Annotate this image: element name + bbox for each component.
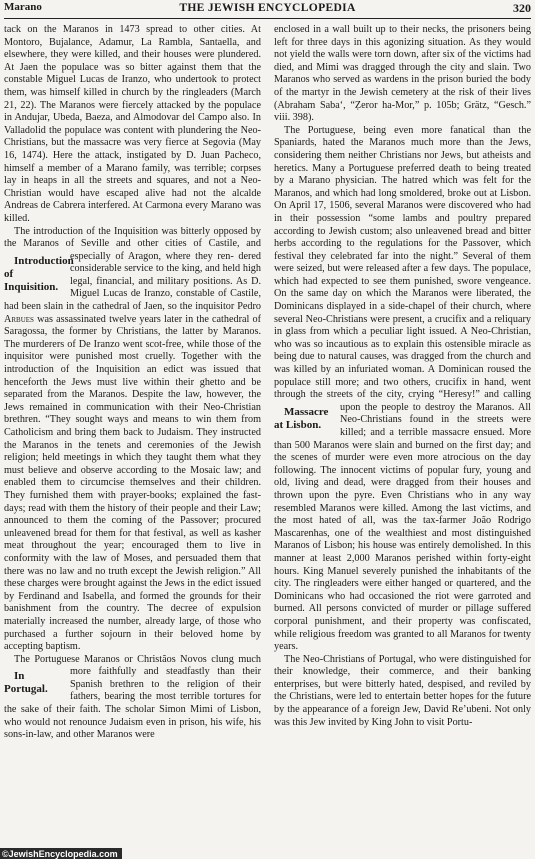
publication-title: THE JEWISH ENCYCLOPEDIA [179, 1, 356, 14]
paragraph [4, 654, 261, 742]
person-name: Arbues [4, 313, 34, 325]
paragraph-text: dered considerable service to the king, and held high legal, financial, and military positions. As D. Miguel Lucas de Iranzo, constable of Castile, had been slain in the cathedral of Jaen, so the inquisitor Pedro [4, 250, 261, 313]
paragraph: enclosed in a wall built up to their necks, the prisoners being left for three days in this agonizing situation. As they would not yield the walls were torn down, after six of the victims had died, and Mimi was dragged through the city and slain. Two Maranos who served as wardens in the prison buried the body of the martyr in the Jewish cemetery at the risk of their lives (Abraham Saba‘, “Ẓeror ha-Mor,” p. 105b; Grätz, “Gesch.” viii. 398). [274, 24, 531, 124]
paragraph-text: The Portuguese, being even more fanatical than the Spaniards, hated the Maranos much more than the Jews, considering them neither Christians nor Jews, but atheists and heretics. Many a Portuguese preferred death to being treated by a Marano physician. The hatred which was felt for the Maranos, and which had long smoldered, broke out at Lisbon. On April 17, 1506, several Maranos were discovered who had in their possession “some lambs and poultry prepared according to Jewish custom; also unleavened bread and bitter herbs according to the regulations for the Passover, which festival they celebrated far into the night.” Several of them were seized, but were released after a few days. The populace, which had expected to see them punished, swore vengeance. On the same day on which the Maranos were liberated, the Dominicans displayed in a side-chapel of their church, where several Neo-Christians were present, a crucifix and a reliquary in glass from which a peculiar light issued. A Neo-Christian, who was so incautious as to explain this ostensible miracle as being due to natural causes, was dragged from the church and was killed by an infuriated woman. A Dominican roused the populace still more; and two others, crucifix in hand, went through the streets of the city, crying “Heresy!” [274, 124, 531, 401]
right-column [274, 24, 531, 848]
paragraph [274, 125, 531, 654]
marginal-heading-massacre-at-lisbon: Massacre at Lisbon. [274, 405, 329, 431]
page-header [4, 1, 531, 15]
paragraph-text: and calling upon the people to destroy the Maranos. All Neo-Christians found in the streets were killed; and a terrible massacre ensued. More than 500 Maranos were slain and burned on the first day; and the scenes of murder were even more atrocious on the day following. The innocent victims of popular fury, young and old, living and dead, were dragged from their houses and thrown upon the pyre. Even Christians who in any way resembled Maranos were killed. Among the last victims, and the most hated of all, was the tax-farmer João Rodrigo Mascarenhas, one of the wealthiest and most distinguished Maranos of Lisbon; his house was entirely demolished. In this manner at least 2,000 Maranos perished within forty-eight hours. King Manuel severely punished the inhabitants of the city. The ringleaders were either hanged or quartered, and the Dominicans who had occasioned the riot were garroted and burned. All persons convicted of murder or pillage suffered corporal punishment, and their property was confiscated, while religious freedom was granted to all Maranos for twenty years. [274, 389, 531, 653]
paragraph-text: The Portuguese Maranos or Christãos Novos clung much more faithfully and steadfastly than their [14, 653, 261, 678]
paragraph-text: The introduction of the Inquisition was bitterly opposed by the Maranos of Seville and other cities of Castile, and especially of Aragon, where they ren- [4, 225, 261, 262]
paragraph: The Neo-Christians of Portugal, who were distinguished for their knowledge, their commerce, and their banking enterprises, but were bitterly hated, despised, and reviled by the Christians, were led to entertain better hopes for the future by the appearance of a foreign Jew, David Re’ubeni. Not only was this Jew invited by King John to visit Portu- [274, 653, 531, 728]
page-number: 320 [513, 1, 531, 15]
site-watermark[interactable]: ©JewishEncyclopedia.com [0, 848, 122, 859]
paragraph-text: Spanish brethren to the religion of their fathers, bearing the most terrible tortures for the sake of their faith. The scholar Simon Mimi of Lisbon, who would not renounce Judaism even in prison, his wife, his sons-in-law, and other Maranos were [4, 678, 261, 741]
paragraph: tack on the Maranos in 1473 spread to other cities. At Montoro, Bujalance, Adamur, La Rambla, Santaella, and elsewhere, they were killed, and their houses were plundered. At Jaen the populace was so bitter against them that the constable Miguel Lucas de Iranzo, who undertook to protect them, was himself killed in church by the ringleaders (March 21, 22). The Maranos were fiercely attacked by the populace in Andujar, Ubeda, Baeza, and Almodovar del Campo also. In Valladolid the populace was content with plundering the Neo-Christians, but the massacre was very fierce at Segovia (May 16, 1474). Here the attack, instigated by D. Juan Pacheco, himself a member of a Marano family, was terrible; corpses lay in heaps in all the streets and squares, and not a Neo-Christian would have escaped alive had not the alcalde Andreas de Cabrera interfered. At Carmona every Marano was killed. [4, 24, 261, 224]
marginal-heading-introduction-of-inquisition: Introduction of Inquisition. [4, 254, 74, 293]
paragraph-text: was assassinated twelve years later in the cathedral of Saragossa, the former by Christians, the latter by Maranos. The murderers of De Iranzo went scot-free, while those of the inquisitor were punished most cruelly. Together with the introduction of the Inquisition an edict was issued that henceforth the Jews must live within their ghetto and be separated from the Maranos. Despite the law, however, the Jews remained in communication with their Neo-Christian brethren. “They sought ways and means to win them from Catholicism and bring them back to Judaism. They instructed the Maranos in the tenets and ceremonies of the Jewish religion; held meetings in which they taught them what they must believe and observe according to the Mosaic law; and enabled them to circumcise themselves and their children. They furnished them with prayer-books; explained the fast-days; read with them the history of their people and their Law; announced to them the coming of the Passover; procured unleavened bread for them for that festival, as well as kasher meat throughout the year; encouraged them to live in conformity with the law of Moses, and persuaded them that there was no law and no truth except the Jewish religion.” All these charges were brought against the Jews in the edict issued by Ferdinand and Isabella, and formed the grounds for their banishment from the country. The decree of expulsion materially increased the number, already large, of those who purchased a further sojourn in their beloved home by accepting baptism. [4, 313, 261, 653]
marginal-heading-in-portugal: In Portugal. [4, 670, 48, 696]
header-rule [4, 18, 531, 19]
paragraph [4, 226, 261, 654]
running-head: Marano [4, 1, 42, 13]
left-column [4, 24, 261, 848]
